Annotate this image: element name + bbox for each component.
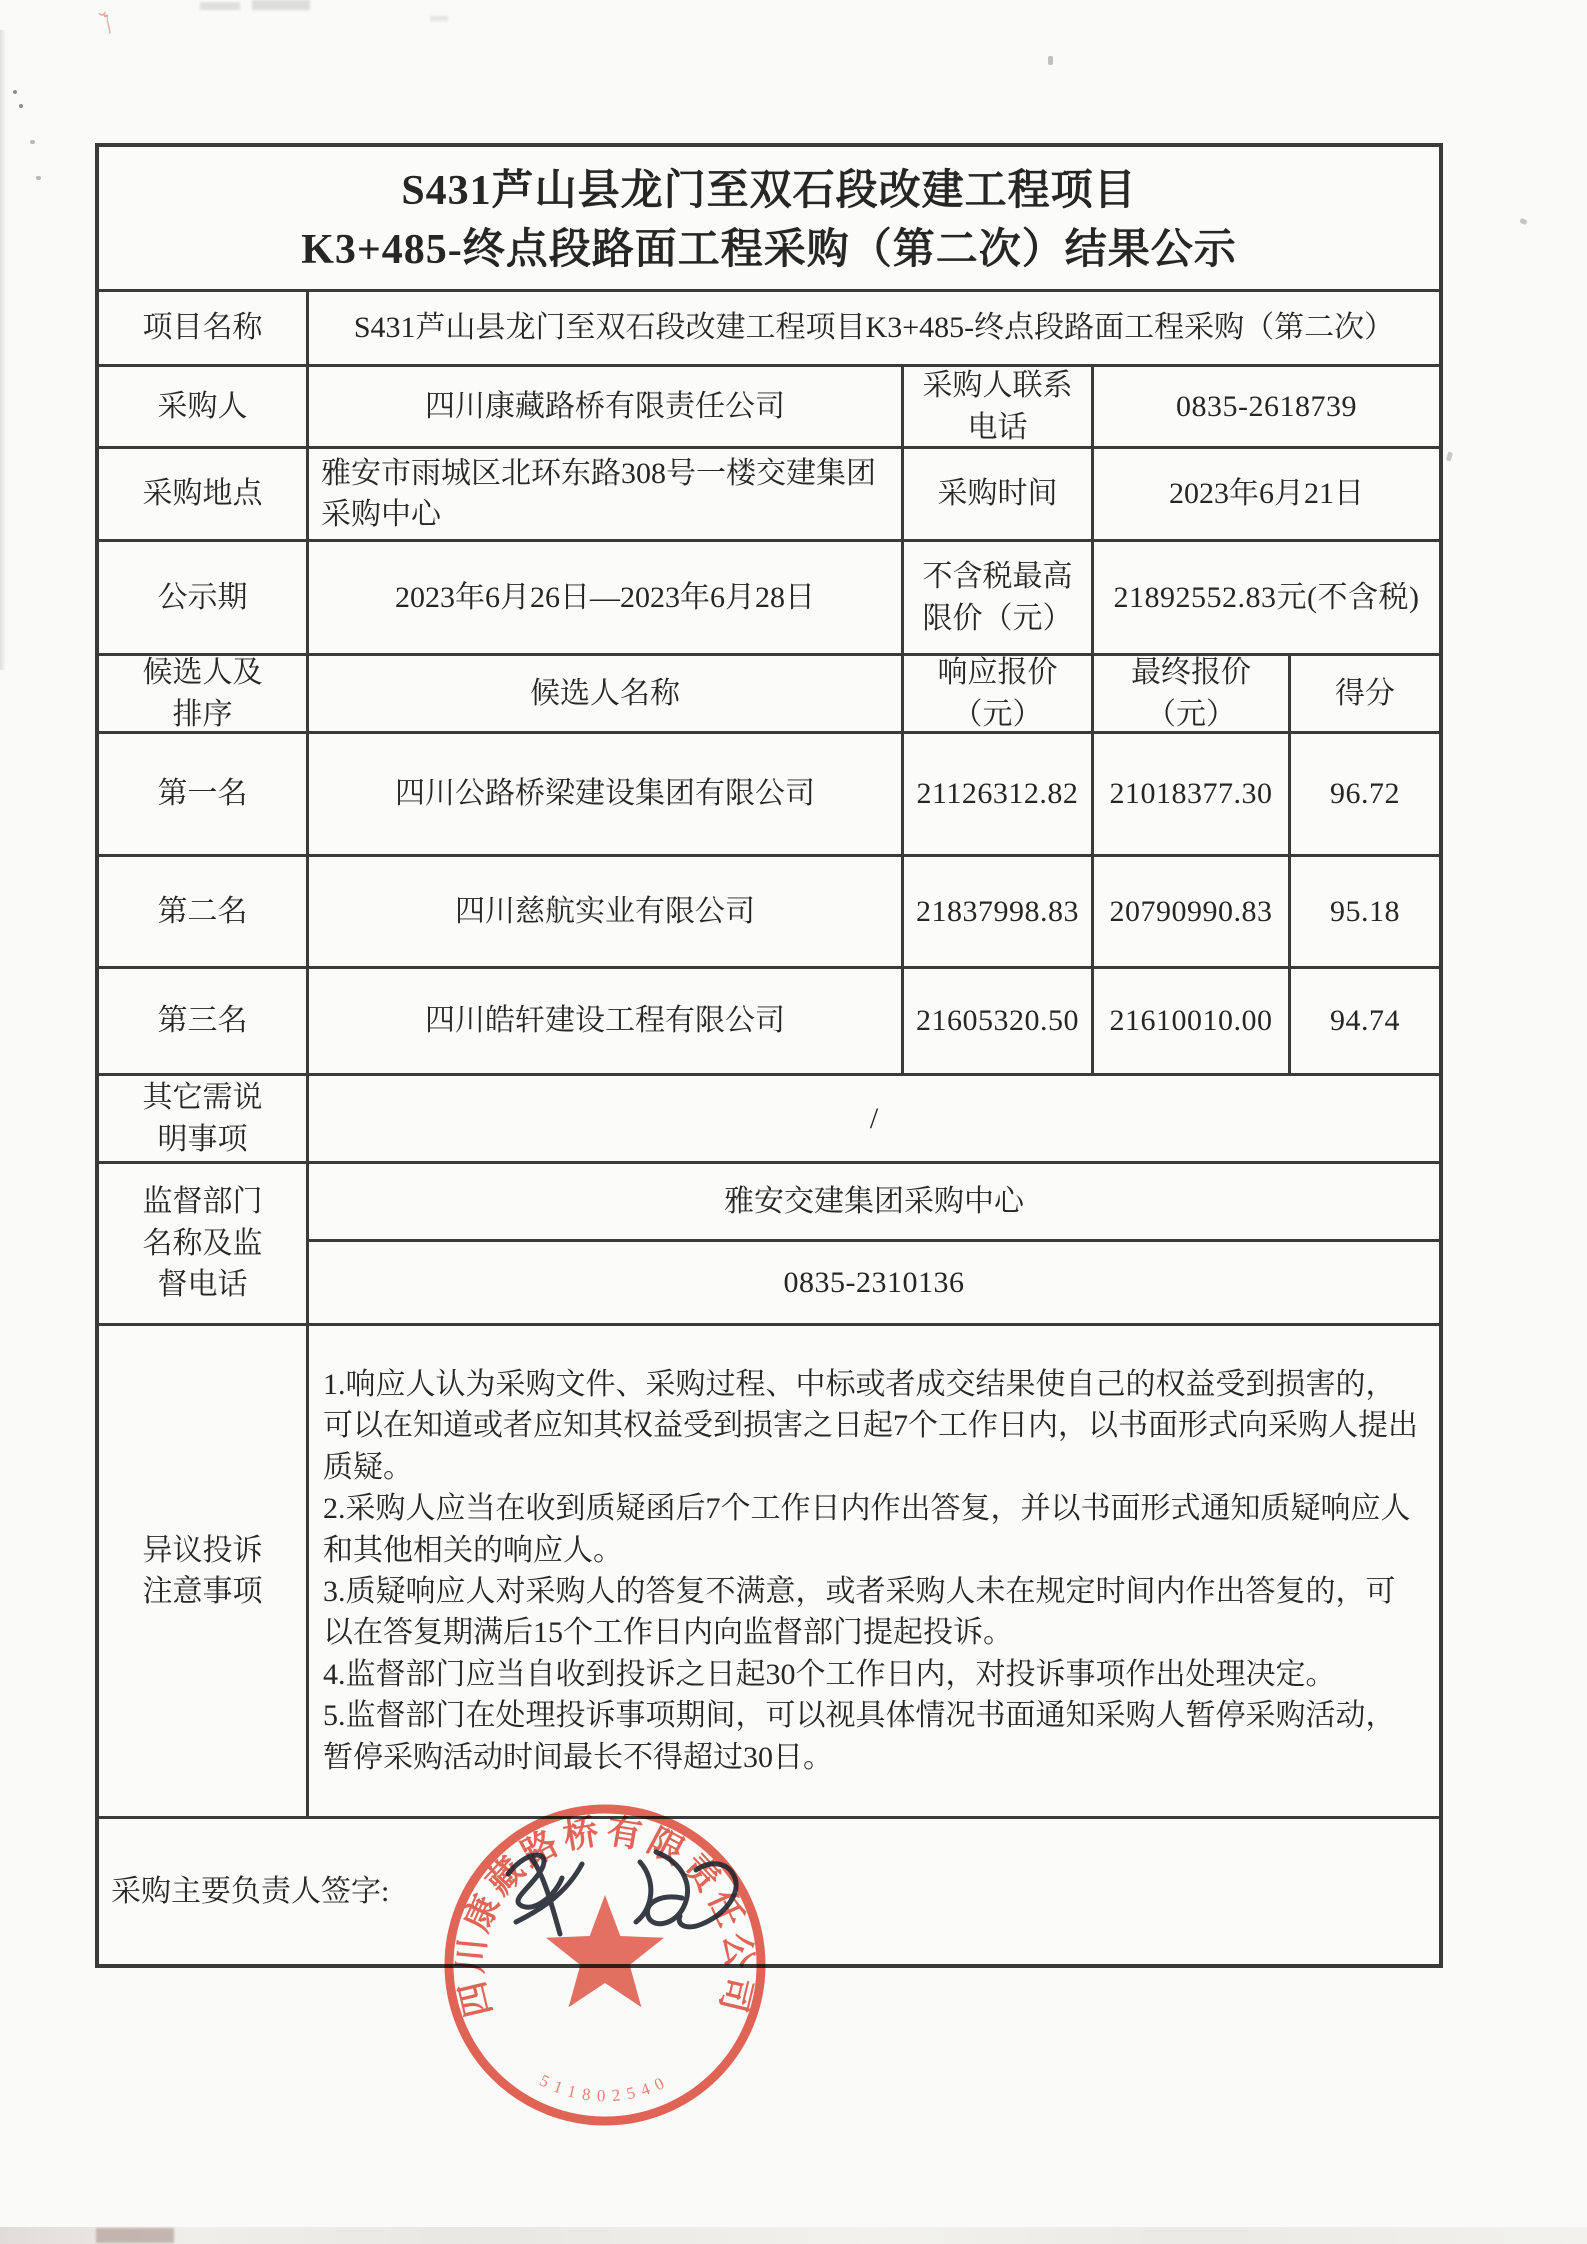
other-notes-label: 其它需说明事项 (99, 1076, 309, 1164)
time-label: 采购时间 (904, 449, 1094, 542)
publicity-label: 公示期 (99, 542, 309, 656)
objection-item: 2.采购人应当在收到质疑函后7个工作日内作出答复，并以书面形式通知质疑响应人和其他相关的响应人。 (323, 1492, 1411, 1567)
stamp-company-text: 四川康藏路桥有限责任公司 (450, 1811, 760, 2021)
max-price-value: 21892552.83元(不含税) (1094, 542, 1439, 656)
svg-text:511802540 (537, 2071, 674, 2106)
candidate-row-final-price: 21610010.00 (1094, 969, 1291, 1076)
signature-label: 采购主要负责人签字: (111, 1874, 390, 1908)
objection-item: 3.质疑响应人对采购人的答复不满意，或者采购人未在规定时间内作出答复的，可以在答复期满后15个工作日内向监督部门提起投诉。 (323, 1575, 1396, 1650)
scan-speck (13, 90, 17, 94)
scan-red-mark: ן̆ (100, 5, 114, 36)
supervision-label: 监督部门名称及监督电话 (99, 1164, 309, 1326)
purchaser-value: 四川康藏路桥有限责任公司 (309, 367, 904, 449)
candidate-row-rank: 第二名 (99, 857, 309, 969)
scan-smudge (200, 2, 240, 10)
scan-bottom-band (0, 2227, 1587, 2244)
candidate-row-response-price: 21126312.82 (904, 734, 1094, 857)
objection-label: 异议投诉注意事项 (99, 1326, 309, 1819)
candidate-row-response-price: 21605320.50 (904, 969, 1094, 1076)
candidate-row-response-price: 21837998.83 (904, 857, 1094, 969)
objection-item: 4.监督部门应当自收到投诉之日起30个工作日内，对投诉事项作出处理决定。 (323, 1657, 1336, 1691)
document-title-line2: K3+485-终点段路面工程采购（第二次）结果公示 (301, 227, 1237, 274)
objection-content (309, 1326, 1439, 1819)
candidate-row-name: 四川皓轩建设工程有限公司 (309, 969, 904, 1076)
scan-speck (19, 104, 23, 108)
candidate-row-score: 95.18 (1291, 857, 1439, 969)
candidate-row-score: 94.74 (1291, 969, 1439, 1076)
procurement-result-table (95, 143, 1443, 1968)
scan-smudge (252, 0, 310, 10)
location-label: 采购地点 (99, 449, 309, 542)
candidates-name-header: 候选人名称 (309, 656, 904, 734)
candidates-score-header: 得分 (1291, 656, 1439, 734)
scan-edge-shadow (0, 30, 6, 670)
scan-speck (36, 176, 41, 180)
candidate-row-score: 96.72 (1291, 734, 1439, 857)
publicity-value: 2023年6月26日—2023年6月28日 (309, 542, 904, 656)
purchaser-label: 采购人 (99, 367, 309, 449)
candidates-response-header: 响应报价（元） (904, 656, 1094, 734)
project-name-label: 项目名称 (99, 292, 309, 367)
supervision-name: 雅安交建集团采购中心 (309, 1164, 1439, 1242)
candidate-row-rank: 第一名 (99, 734, 309, 857)
scan-speck (1519, 218, 1527, 225)
candidates-rank-header: 候选人及排序 (99, 656, 309, 734)
purchaser-phone-label: 采购人联系电话 (904, 367, 1094, 449)
purchaser-phone-value: 0835-2618739 (1094, 367, 1439, 449)
objection-item: 5.监督部门在处理投诉事项期间，可以视具体情况书面通知采购人暂停采购活动，暂停采购活动时间最长不得超过30日。 (323, 1699, 1396, 1774)
candidate-row-name: 四川公路桥梁建设集团有限公司 (309, 734, 904, 857)
location-value: 雅安市雨城区北环东路308号一楼交建集团采购中心 (309, 449, 904, 542)
objection-item: 1.响应人认为采购文件、采购过程、中标或者成交结果使自己的权益受到损害的，可以在知道或者应知其权益受到损害之日起7个工作日内，以书面形式向采购人提出质疑。 (323, 1368, 1418, 1484)
document-title (99, 147, 1439, 292)
candidate-row-final-price: 21018377.30 (1094, 734, 1291, 857)
scan-speck (1446, 452, 1453, 462)
candidate-row-name: 四川慈航实业有限公司 (309, 857, 904, 969)
candidate-row-final-price: 20790990.83 (1094, 857, 1291, 969)
scan-speck (30, 140, 35, 144)
candidate-row-rank: 第三名 (99, 969, 309, 1076)
scan-bottom-smudge (96, 2228, 174, 2243)
document-title-line1: S431芦山县龙门至双石段改建工程项目 (401, 167, 1137, 214)
handwritten-signature (470, 1822, 800, 1972)
project-name-value: S431芦山县龙门至双石段改建工程项目K3+485-终点段路面工程采购（第二次） (309, 292, 1439, 367)
stamp-serial-text: 511802540 (536, 2070, 674, 2106)
scan-smudge (430, 16, 448, 21)
candidates-final-header: 最终报价（元） (1094, 656, 1291, 734)
scan-speck (1048, 56, 1053, 65)
other-notes-value: / (309, 1076, 1439, 1164)
supervision-phone: 0835-2310136 (309, 1242, 1439, 1326)
time-value: 2023年6月21日 (1094, 449, 1439, 542)
max-price-label: 不含税最高限价（元） (904, 542, 1094, 656)
